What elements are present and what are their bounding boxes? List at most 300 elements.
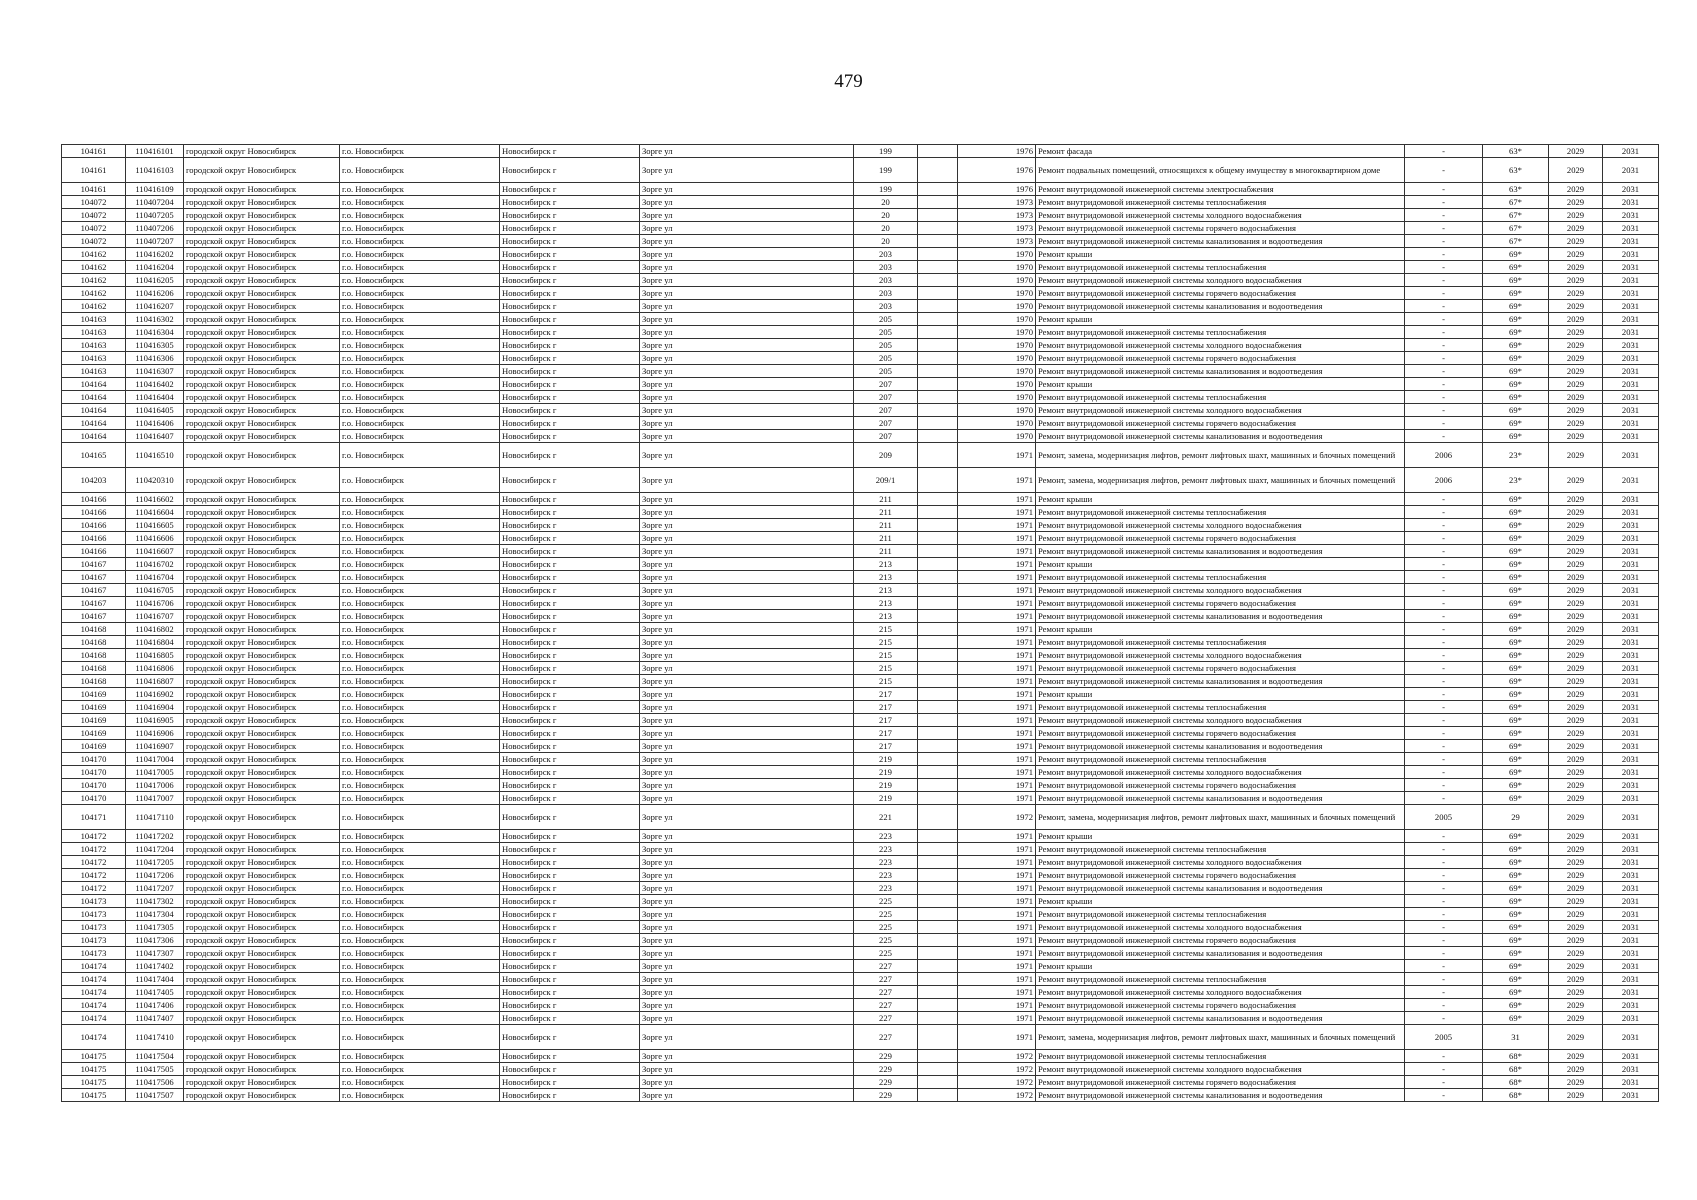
cell-wear-percent: 69* [1483,947,1549,960]
cell-locality: Новосибирск г [500,571,640,584]
cell-house-number: 213 [854,584,918,597]
cell-locality: Новосибирск г [500,934,640,947]
cell-start-year: 2029 [1549,365,1603,378]
cell-build-year: 1971 [958,545,1036,558]
cell-object-id: 104168 [62,662,126,675]
cell-street: Зорге ул [640,519,854,532]
cell-object-id: 104168 [62,675,126,688]
cell-municipal-district: городской округ Новосибирск [184,558,340,571]
cell-wear-percent: 69* [1483,753,1549,766]
table-row [62,1025,1659,1050]
cell-object-id: 104174 [62,973,126,986]
table-row [62,792,1659,805]
cell-municipal-district: городской округ Новосибирск [184,326,340,339]
cell-building [918,584,958,597]
cell-house-number: 227 [854,973,918,986]
cell-locality: Новосибирск г [500,740,640,753]
cell-settlement: г.о. Новосибирск [340,1025,500,1050]
cell-settlement: г.о. Новосибирск [340,545,500,558]
cell-build-year: 1970 [958,274,1036,287]
cell-build-year: 1973 [958,235,1036,248]
cell-work-id: 110417205 [126,856,184,869]
cell-last-repair-year: - [1405,934,1483,947]
cell-build-year: 1970 [958,430,1036,443]
cell-settlement: г.о. Новосибирск [340,391,500,404]
cell-municipal-district: городской округ Новосибирск [184,287,340,300]
table-row [62,727,1659,740]
cell-wear-percent: 68* [1483,1076,1549,1089]
cell-work-id: 110417504 [126,1050,184,1063]
table-row [62,261,1659,274]
cell-house-number: 217 [854,701,918,714]
cell-street: Зорге ул [640,766,854,779]
cell-object-id: 104173 [62,908,126,921]
cell-build-year: 1971 [958,869,1036,882]
cell-street: Зорге ул [640,1063,854,1076]
cell-end-year: 2031 [1603,973,1659,986]
cell-end-year: 2031 [1603,701,1659,714]
cell-wear-percent: 69* [1483,921,1549,934]
cell-last-repair-year: - [1405,714,1483,727]
cell-last-repair-year: - [1405,326,1483,339]
cell-house-number: 215 [854,662,918,675]
cell-locality: Новосибирск г [500,869,640,882]
cell-build-year: 1971 [958,688,1036,701]
cell-work-id: 110417406 [126,999,184,1012]
cell-building [918,921,958,934]
cell-start-year: 2029 [1549,339,1603,352]
cell-municipal-district: городской округ Новосибирск [184,506,340,519]
table-row [62,830,1659,843]
cell-wear-percent: 68* [1483,1063,1549,1076]
cell-locality: Новосибирск г [500,895,640,908]
cell-last-repair-year: - [1405,701,1483,714]
cell-building [918,493,958,506]
cell-locality: Новосибирск г [500,610,640,623]
cell-end-year: 2031 [1603,404,1659,417]
cell-last-repair-year: - [1405,1076,1483,1089]
cell-last-repair-year: - [1405,158,1483,183]
table-row [62,662,1659,675]
cell-settlement: г.о. Новосибирск [340,675,500,688]
cell-build-year: 1971 [958,934,1036,947]
cell-build-year: 1971 [958,882,1036,895]
cell-house-number: 217 [854,740,918,753]
cell-settlement: г.о. Новосибирск [340,209,500,222]
cell-start-year: 2029 [1549,753,1603,766]
table-row [62,1012,1659,1025]
cell-house-number: 225 [854,947,918,960]
cell-street: Зорге ул [640,532,854,545]
cell-start-year: 2029 [1549,404,1603,417]
cell-house-number: 213 [854,558,918,571]
cell-settlement: г.о. Новосибирск [340,183,500,196]
cell-building [918,1063,958,1076]
cell-work-type: Ремонт внутридомовой инженерной системы теплоснабжения [1036,391,1405,404]
cell-building [918,999,958,1012]
cell-build-year: 1970 [958,248,1036,261]
cell-locality: Новосибирск г [500,636,640,649]
cell-locality: Новосибирск г [500,597,640,610]
cell-house-number: 213 [854,571,918,584]
cell-object-id: 104167 [62,597,126,610]
cell-end-year: 2031 [1603,571,1659,584]
cell-work-type: Ремонт внутридомовой инженерной системы теплоснабжения [1036,326,1405,339]
cell-settlement: г.о. Новосибирск [340,519,500,532]
table-row [62,417,1659,430]
cell-house-number: 227 [854,999,918,1012]
table-row [62,558,1659,571]
cell-street: Зорге ул [640,300,854,313]
cell-start-year: 2029 [1549,1076,1603,1089]
cell-last-repair-year: - [1405,960,1483,973]
cell-work-type: Ремонт внутридомовой инженерной системы холодного водоснабжения [1036,209,1405,222]
cell-municipal-district: городской округ Новосибирск [184,430,340,443]
cell-last-repair-year: - [1405,545,1483,558]
cell-locality: Новосибирск г [500,584,640,597]
cell-build-year: 1971 [958,1012,1036,1025]
cell-building [918,145,958,158]
cell-locality: Новосибирск г [500,843,640,856]
cell-end-year: 2031 [1603,443,1659,468]
cell-settlement: г.о. Новосибирск [340,753,500,766]
cell-start-year: 2029 [1549,623,1603,636]
cell-object-id: 104163 [62,352,126,365]
cell-locality: Новосибирск г [500,196,640,209]
cell-house-number: 229 [854,1089,918,1102]
cell-locality: Новосибирск г [500,378,640,391]
cell-settlement: г.о. Новосибирск [340,843,500,856]
cell-locality: Новосибирск г [500,391,640,404]
cell-street: Зорге ул [640,183,854,196]
cell-locality: Новосибирск г [500,688,640,701]
cell-wear-percent: 69* [1483,960,1549,973]
table-row [62,545,1659,558]
cell-wear-percent: 69* [1483,274,1549,287]
cell-building [918,766,958,779]
cell-wear-percent: 69* [1483,365,1549,378]
cell-object-id: 104072 [62,196,126,209]
cell-last-repair-year: - [1405,908,1483,921]
cell-object-id: 104163 [62,313,126,326]
cell-work-id: 110416407 [126,430,184,443]
cell-municipal-district: городской округ Новосибирск [184,882,340,895]
cell-start-year: 2029 [1549,1012,1603,1025]
cell-build-year: 1971 [958,843,1036,856]
cell-work-id: 110416404 [126,391,184,404]
cell-build-year: 1971 [958,597,1036,610]
cell-build-year: 1976 [958,158,1036,183]
cell-object-id: 104172 [62,869,126,882]
cell-street: Зорге ул [640,895,854,908]
cell-last-repair-year: - [1405,339,1483,352]
cell-wear-percent: 69* [1483,675,1549,688]
cell-object-id: 104172 [62,830,126,843]
cell-house-number: 203 [854,287,918,300]
cell-object-id: 104166 [62,545,126,558]
cell-locality: Новосибирск г [500,805,640,830]
cell-wear-percent: 69* [1483,766,1549,779]
table-row [62,960,1659,973]
cell-building [918,339,958,352]
cell-building [918,960,958,973]
cell-work-type: Ремонт внутридомовой инженерной системы теплоснабжения [1036,843,1405,856]
cell-building [918,519,958,532]
cell-house-number: 213 [854,610,918,623]
cell-start-year: 2029 [1549,947,1603,960]
table-row [62,675,1659,688]
cell-street: Зорге ул [640,352,854,365]
cell-wear-percent: 67* [1483,209,1549,222]
cell-wear-percent: 69* [1483,636,1549,649]
cell-work-id: 110417306 [126,934,184,947]
cell-build-year: 1971 [958,792,1036,805]
cell-locality: Новосибирск г [500,352,640,365]
cell-building [918,1076,958,1089]
cell-start-year: 2029 [1549,584,1603,597]
cell-settlement: г.о. Новосибирск [340,895,500,908]
cell-object-id: 104166 [62,493,126,506]
cell-municipal-district: городской округ Новосибирск [184,895,340,908]
cell-locality: Новосибирск г [500,506,640,519]
cell-municipal-district: городской округ Новосибирск [184,714,340,727]
cell-work-id: 110417506 [126,1076,184,1089]
cell-street: Зорге ул [640,274,854,287]
cell-last-repair-year: - [1405,766,1483,779]
cell-municipal-district: городской округ Новосибирск [184,908,340,921]
cell-municipal-district: городской округ Новосибирск [184,753,340,766]
table-row [62,313,1659,326]
cell-house-number: 223 [854,830,918,843]
cell-build-year: 1971 [958,675,1036,688]
cell-municipal-district: городской округ Новосибирск [184,235,340,248]
cell-end-year: 2031 [1603,506,1659,519]
cell-municipal-district: городской округ Новосибирск [184,830,340,843]
cell-work-id: 110417207 [126,882,184,895]
cell-last-repair-year: - [1405,610,1483,623]
cell-start-year: 2029 [1549,843,1603,856]
cell-work-type: Ремонт внутридомовой инженерной системы горячего водоснабжения [1036,869,1405,882]
cell-work-type: Ремонт, замена, модернизация лифтов, ремонт лифтовых шахт, машинных и блочных помещений [1036,443,1405,468]
cell-wear-percent: 31 [1483,1025,1549,1050]
cell-street: Зорге ул [640,805,854,830]
cell-house-number: 211 [854,532,918,545]
cell-house-number: 199 [854,145,918,158]
cell-street: Зорге ул [640,222,854,235]
cell-end-year: 2031 [1603,934,1659,947]
cell-start-year: 2029 [1549,1050,1603,1063]
cell-last-repair-year: - [1405,792,1483,805]
cell-street: Зорге ул [640,973,854,986]
table-row [62,468,1659,493]
cell-municipal-district: городской округ Новосибирск [184,805,340,830]
cell-object-id: 104166 [62,506,126,519]
cell-end-year: 2031 [1603,261,1659,274]
cell-work-id: 110416405 [126,404,184,417]
cell-wear-percent: 69* [1483,908,1549,921]
cell-street: Зорге ул [640,430,854,443]
cell-start-year: 2029 [1549,183,1603,196]
cell-municipal-district: городской округ Новосибирск [184,300,340,313]
cell-object-id: 104161 [62,145,126,158]
cell-end-year: 2031 [1603,313,1659,326]
cell-wear-percent: 69* [1483,779,1549,792]
table-row [62,532,1659,545]
cell-build-year: 1971 [958,571,1036,584]
cell-wear-percent: 29 [1483,805,1549,830]
cell-street: Зорге ул [640,701,854,714]
cell-house-number: 227 [854,960,918,973]
cell-build-year: 1971 [958,986,1036,999]
cell-work-id: 110416306 [126,352,184,365]
table-row [62,443,1659,468]
cell-end-year: 2031 [1603,352,1659,365]
cell-build-year: 1971 [958,908,1036,921]
cell-street: Зорге ул [640,662,854,675]
cell-end-year: 2031 [1603,378,1659,391]
cell-locality: Новосибирск г [500,779,640,792]
cell-work-id: 110416602 [126,493,184,506]
cell-object-id: 104161 [62,158,126,183]
cell-house-number: 205 [854,313,918,326]
cell-object-id: 104174 [62,999,126,1012]
cell-house-number: 211 [854,519,918,532]
cell-locality: Новосибирск г [500,326,640,339]
cell-wear-percent: 69* [1483,493,1549,506]
cell-end-year: 2031 [1603,830,1659,843]
cell-settlement: г.о. Новосибирск [340,222,500,235]
cell-end-year: 2031 [1603,688,1659,701]
cell-house-number: 199 [854,158,918,183]
table-row [62,934,1659,947]
cell-start-year: 2029 [1549,610,1603,623]
cell-start-year: 2029 [1549,326,1603,339]
cell-wear-percent: 69* [1483,1012,1549,1025]
cell-house-number: 205 [854,352,918,365]
cell-object-id: 104166 [62,519,126,532]
cell-house-number: 219 [854,792,918,805]
cell-street: Зорге ул [640,145,854,158]
cell-build-year: 1973 [958,209,1036,222]
cell-settlement: г.о. Новосибирск [340,430,500,443]
cell-end-year: 2031 [1603,545,1659,558]
cell-work-id: 110407207 [126,235,184,248]
table-row [62,158,1659,183]
cell-house-number: 217 [854,688,918,701]
cell-building [918,352,958,365]
cell-locality: Новосибирск г [500,882,640,895]
cell-settlement: г.о. Новосибирск [340,623,500,636]
cell-work-type: Ремонт крыши [1036,378,1405,391]
cell-work-type: Ремонт крыши [1036,688,1405,701]
cell-work-type: Ремонт внутридомовой инженерной системы канализования и водоотведения [1036,545,1405,558]
cell-last-repair-year: - [1405,235,1483,248]
cell-start-year: 2029 [1549,1025,1603,1050]
cell-build-year: 1970 [958,313,1036,326]
cell-work-id: 110416807 [126,675,184,688]
table-row [62,869,1659,882]
cell-work-id: 110407206 [126,222,184,235]
cell-last-repair-year: - [1405,558,1483,571]
cell-work-id: 110417307 [126,947,184,960]
cell-work-id: 110416902 [126,688,184,701]
cell-last-repair-year: 2006 [1405,468,1483,493]
cell-end-year: 2031 [1603,649,1659,662]
cell-object-id: 104170 [62,792,126,805]
cell-object-id: 104203 [62,468,126,493]
cell-settlement: г.о. Новосибирск [340,805,500,830]
cell-building [918,326,958,339]
cell-work-type: Ремонт внутридомовой инженерной системы канализования и водоотведения [1036,675,1405,688]
cell-house-number: 229 [854,1063,918,1076]
cell-municipal-district: городской округ Новосибирск [184,468,340,493]
cell-wear-percent: 69* [1483,688,1549,701]
cell-settlement: г.о. Новосибирск [340,274,500,287]
cell-municipal-district: городской округ Новосибирск [184,649,340,662]
cell-municipal-district: городской округ Новосибирск [184,921,340,934]
cell-street: Зорге ул [640,753,854,766]
cell-last-repair-year: - [1405,1012,1483,1025]
cell-work-type: Ремонт внутридомовой инженерной системы холодного водоснабжения [1036,856,1405,869]
cell-building [918,1089,958,1102]
cell-build-year: 1970 [958,352,1036,365]
cell-work-type: Ремонт внутридомовой инженерной системы холодного водоснабжения [1036,766,1405,779]
cell-start-year: 2029 [1549,287,1603,300]
cell-street: Зорге ул [640,636,854,649]
cell-building [918,261,958,274]
cell-locality: Новосибирск г [500,714,640,727]
cell-work-type: Ремонт внутридомовой инженерной системы горячего водоснабжения [1036,999,1405,1012]
cell-last-repair-year: - [1405,378,1483,391]
table-row [62,1089,1659,1102]
cell-building [918,391,958,404]
table-row [62,986,1659,999]
cell-municipal-district: городской округ Новосибирск [184,740,340,753]
cell-last-repair-year: - [1405,571,1483,584]
cell-object-id: 104169 [62,701,126,714]
cell-locality: Новосибирск г [500,545,640,558]
cell-end-year: 2031 [1603,1012,1659,1025]
cell-work-id: 110416905 [126,714,184,727]
cell-street: Зорге ул [640,1076,854,1089]
cell-street: Зорге ул [640,468,854,493]
cell-last-repair-year: - [1405,196,1483,209]
cell-street: Зорге ул [640,248,854,261]
cell-locality: Новосибирск г [500,947,640,960]
cell-locality: Новосибирск г [500,986,640,999]
cell-settlement: г.о. Новосибирск [340,973,500,986]
cell-end-year: 2031 [1603,1025,1659,1050]
cell-last-repair-year: - [1405,986,1483,999]
cell-locality: Новосибирск г [500,999,640,1012]
cell-street: Зорге ул [640,960,854,973]
cell-end-year: 2031 [1603,300,1659,313]
repair-schedule-table [61,144,1659,1102]
cell-last-repair-year: - [1405,300,1483,313]
cell-locality: Новосибирск г [500,313,640,326]
cell-start-year: 2029 [1549,145,1603,158]
cell-municipal-district: городской округ Новосибирск [184,183,340,196]
cell-work-type: Ремонт крыши [1036,558,1405,571]
cell-work-id: 110417304 [126,908,184,921]
cell-start-year: 2029 [1549,235,1603,248]
cell-house-number: 199 [854,183,918,196]
cell-house-number: 20 [854,235,918,248]
table-row [62,766,1659,779]
cell-end-year: 2031 [1603,158,1659,183]
cell-municipal-district: городской округ Новосибирск [184,352,340,365]
cell-last-repair-year: - [1405,740,1483,753]
